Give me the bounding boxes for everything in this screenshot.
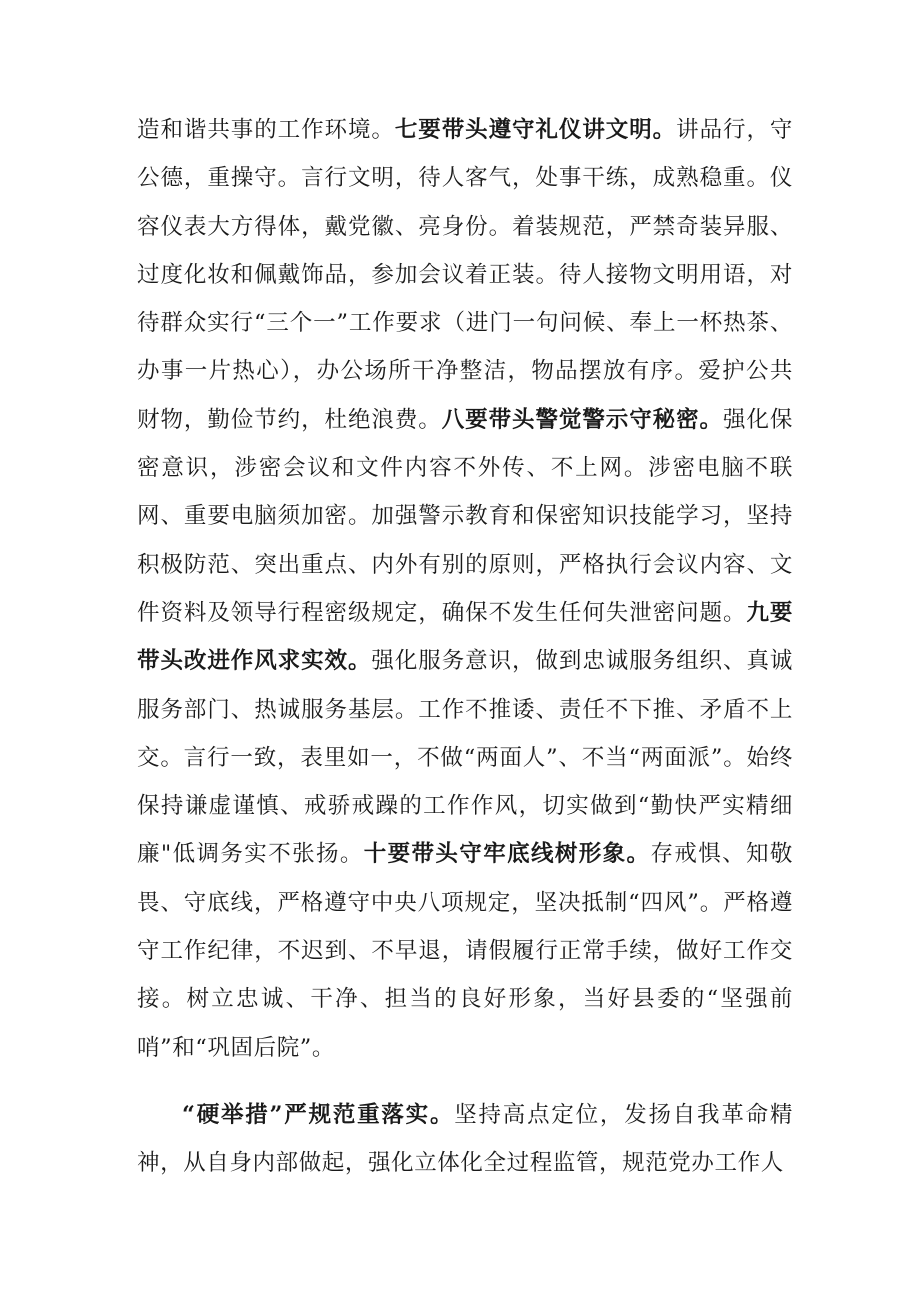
text-run: 存戒惧、知敬畏、守底线，严格遵守中央八项规定，坚决抵制“四风”。严格遵守工作纪律，不迟到、不早退，请假履行正常手续，做好工作交接。树立忠诚、干净、担当的良好形象，当好县委的“坚强前哨”和“巩固后院”。 — [137, 841, 793, 1061]
heading-nine: 九要带头改进作风求实效。 — [137, 599, 793, 675]
heading-ten: 十要带头守牢底线树形象。 — [363, 841, 651, 868]
text-run: 强化保密意识，涉密会议和文件内容不外传、不上网。涉密电脑不联网、重要电脑须加密。加强警示教育和保密知识技能学习，坚持积极防范、突出重点、内外有别的原则，严格执行会议内容、文件资料及领导行程密级规定，确保不发生任何失泄密问题。 — [137, 406, 793, 626]
paragraph-text — [137, 106, 793, 1072]
section-heading: “硬举措”严规范重落实。 — [182, 1102, 455, 1128]
text-run: 坚持高点定位，发扬自我革命精神，从自身内部做起，强化立体化全过程监管，规范党办工作人 — [137, 1102, 793, 1177]
text-run: 造和谐共事的工作环境。 — [137, 117, 395, 143]
heading-seven: 七要带头遵守礼仪讲文明。 — [394, 117, 677, 143]
text-run: 讲品行，守公德，重操守。言行文明，待人客气，处事干练，成熟稳重。仪容仪表大方得体，戴党徽、亮身份。着装规范，严禁奇装异服、过度化妆和佩戴饰品，参加会议着正装。待人接物文明用语，对待群众实行“三个一”工作要求（进门一句问候、奉上一杯热茶、办事一片热心），办公场所干净整洁，物品摆放有序。爱护公共财物，勤俭节约，杜绝浪费。 — [137, 117, 793, 433]
body-paragraph-1 — [137, 106, 793, 1072]
paragraph-text — [137, 1091, 793, 1188]
body-paragraph-2 — [137, 1091, 793, 1188]
heading-eight: 八要带头警觉警示守秘密。 — [441, 406, 723, 433]
text-run: 强化服务意识，做到忠诚服务组织、真诚服务部门、热诚服务基层。工作不推诿、责任不下推、矛盾不上交。言行一致，表里如一，不做“两面人”、不当“两面派”。始终保持谦虚谨慎、戒骄戒躁的工作作风，切实做到“勤快严实精细廉"低调务实不张扬。 — [137, 648, 793, 868]
